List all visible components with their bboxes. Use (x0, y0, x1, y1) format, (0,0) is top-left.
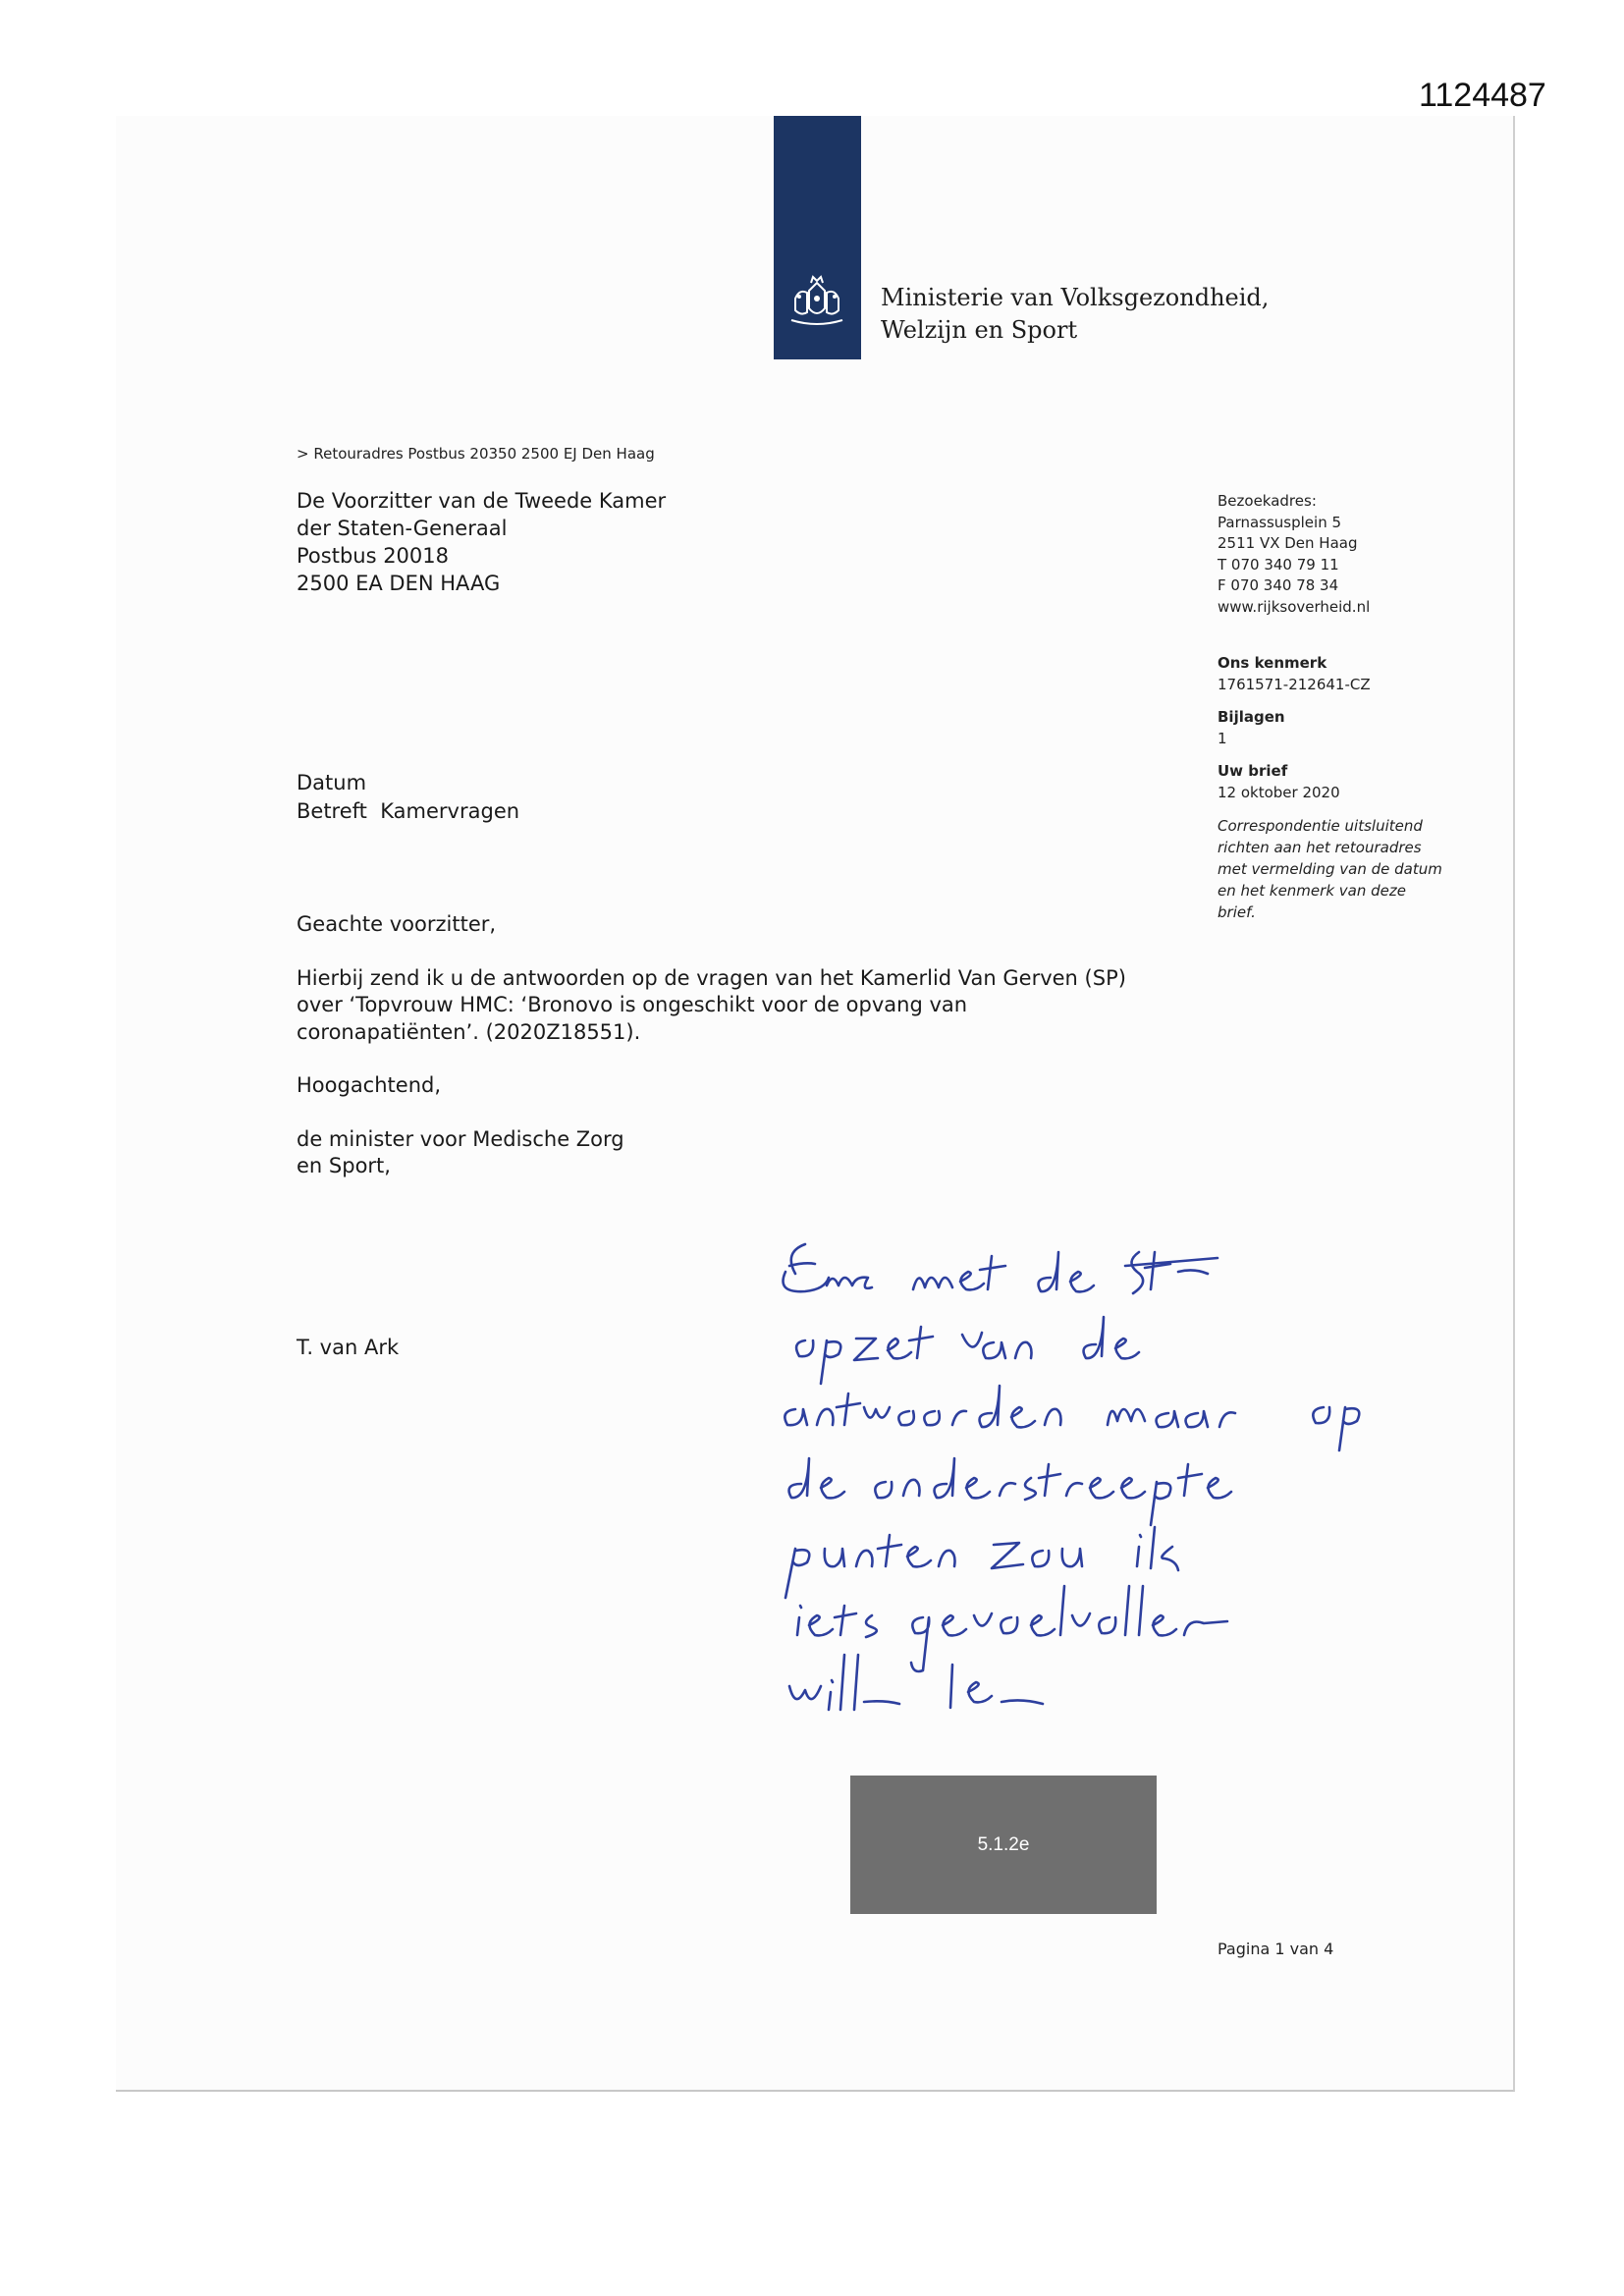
visit-street: Parnassusplein 5 (1218, 513, 1342, 531)
reference-block (1218, 653, 1442, 695)
attachments-value: 1 (1218, 729, 1227, 747)
document-number: 1124487 (1419, 77, 1546, 114)
subject-label: Betreft (297, 799, 367, 823)
handwritten-note (766, 1232, 1473, 1782)
correspondence-note-line: brief. (1218, 903, 1256, 921)
handwriting-stroke (911, 1615, 966, 1671)
recipient-line: De Voorzitter van de Tweede Kamer (297, 489, 667, 513)
return-address: > Retouradres Postbus 20350 2500 EJ Den Haag (297, 445, 655, 463)
handwriting-stroke (856, 1535, 955, 1566)
handwriting-stroke (1084, 1317, 1139, 1358)
paragraph-line: coronapatiënten’. (2020Z18551). (297, 1019, 641, 1044)
subject-row (297, 797, 519, 826)
handwriting-stroke (784, 1244, 830, 1291)
letter-sidebar (1218, 491, 1442, 923)
handwriting-stroke (785, 1394, 860, 1425)
reference-value: 1761571-212641-CZ (1218, 675, 1371, 693)
handwriting-stroke (785, 1549, 844, 1598)
handwriting-stroke (797, 1606, 877, 1637)
salutation: Geachte voorzitter, (297, 912, 497, 936)
attachments-label: Bijlagen (1218, 708, 1285, 726)
visit-postal: 2511 VX Den Haag (1218, 534, 1358, 552)
handwriting-stroke (1066, 1478, 1170, 1525)
handwriting-stroke (854, 1327, 933, 1360)
letter-body (297, 911, 1126, 1180)
handwriting-stroke (966, 1464, 1060, 1500)
handwriting-stroke (789, 1458, 844, 1498)
handwriting-stroke (980, 1386, 1061, 1427)
handwriting-stroke (864, 1407, 966, 1425)
correspondence-note-line: richten aan het retouradres (1218, 839, 1422, 856)
handwriting-stroke (992, 1543, 1082, 1568)
paragraph-line: Hierbij zend ik u de antwoorden op de vragen van het Kamerlid Van Gerven (SP) (297, 965, 1126, 990)
handwriting-stroke (1178, 1464, 1231, 1498)
visit-address-label: Bezoekadres: (1218, 492, 1317, 510)
handwriting-stroke (974, 1586, 1064, 1635)
coat-of-arms-icon (774, 269, 861, 338)
handwriting-stroke (962, 1333, 1032, 1358)
website-link[interactable]: www.rijksoverheid.nl (1218, 597, 1371, 616)
paragraph-line: over ‘Topvrouw HMC: ‘Bronovo is ongeschikt voor de opvang van (297, 993, 968, 1016)
redaction-box (850, 1776, 1157, 1914)
your-letter-label: Uw brief (1218, 762, 1288, 780)
recipient-line: der Staten-Generaal (297, 517, 508, 540)
handwriting-stroke (1137, 1527, 1178, 1570)
handwriting-stroke (1313, 1407, 1359, 1450)
handwriting-stroke (1039, 1252, 1094, 1291)
correspondence-note-line: Correspondentie uitsluitend (1218, 817, 1423, 835)
ministry-name-line2: Welzijn en Sport (881, 316, 1078, 344)
letter-meta (297, 769, 519, 826)
signer-title-line: de minister voor Medische Zorg (297, 1126, 624, 1151)
correspondence-note-line: met vermelding van de datum (1218, 860, 1442, 878)
handwriting-stroke (789, 1655, 899, 1710)
handwriting-stroke (827, 1278, 872, 1288)
handwriting-stroke (913, 1256, 1005, 1289)
closing: Hoogachtend, (297, 1073, 442, 1097)
ministry-name (881, 282, 1269, 347)
handwriting-stroke (796, 1340, 840, 1384)
recipient-address (297, 487, 666, 597)
ministry-name-line1: Ministerie van Volksgezondheid, (881, 284, 1270, 311)
recipient-line: Postbus 20018 (297, 544, 449, 568)
visit-address-block (1218, 491, 1442, 618)
signer-name: T. van Ark (297, 1336, 400, 1359)
handwriting-stroke (950, 1665, 1043, 1708)
redaction-label: 5.1.2e (977, 1833, 1030, 1855)
subject-value: Kamervragen (380, 799, 520, 823)
attachments-block (1218, 707, 1442, 749)
handwriting-stroke (1125, 1252, 1218, 1293)
date-row (297, 769, 519, 797)
signer-title (297, 1126, 1126, 1180)
your-letter-block (1218, 761, 1442, 803)
page-number: Pagina 1 van 4 (1218, 1940, 1334, 1958)
reference-label: Ons kenmerk (1218, 654, 1327, 672)
your-letter-value: 12 oktober 2020 (1218, 783, 1340, 801)
main-paragraph (297, 965, 1126, 1047)
handwriting-stroke (875, 1458, 954, 1498)
signer-title-line: en Sport, (297, 1154, 391, 1177)
phone-number: T 070 340 79 11 (1218, 555, 1339, 574)
correspondence-note (1218, 815, 1442, 923)
rijksoverheid-logo-bar (774, 116, 861, 359)
recipient-line: 2500 EA DEN HAAG (297, 572, 501, 595)
correspondence-note-line: en het kenmerk van deze (1218, 882, 1406, 900)
handwriting-stroke (1108, 1409, 1235, 1427)
date-label: Datum (297, 771, 367, 794)
fax-number: F 070 340 78 34 (1218, 576, 1339, 594)
handwriting-stroke (1072, 1586, 1227, 1635)
